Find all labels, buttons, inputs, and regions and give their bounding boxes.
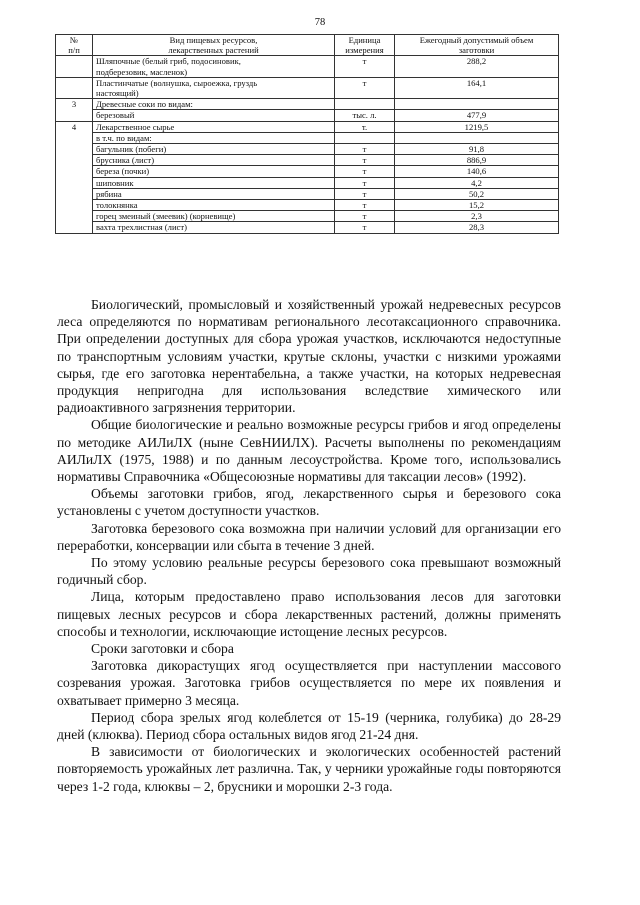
row-unit: т — [335, 222, 395, 233]
resources-table — [55, 34, 559, 234]
paragraph: Общие биологические и реально возможные ресурсы грибов и ягод определены по методике АИЛиЛХ (ныне СевНИИЛХ). Расчеты выполнены по рекомендациям АИЛиЛХ (1975, 1988) и по данным лесоустройства. Кроме того, использовались нормативы Справочника «Общесоюзные нормативы для таксации лесов» (1992). — [57, 417, 561, 485]
row-unit: т — [335, 200, 395, 211]
row-name: Древесные соки по видам: — [93, 99, 335, 110]
row-name: березовый — [93, 110, 335, 121]
header-resource-type: Вид пищевых ресурсов, лекарственных растений — [93, 35, 335, 56]
row-value: 2,3 — [395, 211, 559, 222]
row-num — [56, 77, 93, 98]
row-value: 50,2 — [395, 188, 559, 199]
row-unit: т — [335, 77, 395, 98]
row-name: горец змеиный (змеевик) (корневище) — [93, 211, 335, 222]
row-name: брусника (лист) — [93, 155, 335, 166]
row-name: Лекарственное сырье — [93, 121, 335, 132]
row-unit: т — [335, 56, 395, 77]
table-row — [56, 99, 559, 110]
row-value: 1219,5 — [395, 121, 559, 132]
row-value: 164,1 — [395, 77, 559, 98]
row-value — [395, 99, 559, 110]
page-number: 78 — [314, 17, 326, 28]
row-value: 288,2 — [395, 56, 559, 77]
row-unit: т — [335, 177, 395, 188]
row-unit: т. — [335, 121, 395, 132]
row-value: 91,8 — [395, 144, 559, 155]
row-unit — [335, 132, 395, 143]
paragraph: Период сбора зрелых ягод колеблется от 15-19 (черника, голубика) до 28-29 дней (клюква). Период сбора остальных видов ягод 21-24 дня. — [57, 709, 561, 743]
row-unit: т — [335, 211, 395, 222]
paragraph: Заготовка дикорастущих ягод осуществляется при наступлении массового созревания урожая. Заготовка грибов осуществляется по мере их появления и охватывает примерно 3 месяца. — [57, 658, 561, 708]
table-header-row — [56, 35, 559, 56]
header-unit: Единица измерения — [335, 35, 395, 56]
table-row — [56, 211, 559, 222]
row-unit: т — [335, 166, 395, 177]
row-unit: т — [335, 144, 395, 155]
row-value: 140,6 — [395, 166, 559, 177]
row-name: толокнянка — [93, 200, 335, 211]
table-row — [56, 166, 559, 177]
table-row — [56, 56, 559, 77]
row-unit: т — [335, 155, 395, 166]
row-value: 4,2 — [395, 177, 559, 188]
row-name: Пластинчатые (волнушка, сыроежка, груздь настоящий) — [93, 77, 335, 98]
table-row — [56, 110, 559, 121]
row-value: 886,9 — [395, 155, 559, 166]
table-row — [56, 121, 559, 132]
paragraph: Объемы заготовки грибов, ягод, лекарственного сырья и березового сока установлены с учетом доступности участков. — [57, 486, 561, 519]
row-num: 4 — [56, 121, 93, 233]
row-unit: т — [335, 188, 395, 199]
header-annual-volume: Ежегодный допустимый объем заготовки — [395, 35, 559, 56]
row-num — [56, 56, 93, 77]
table-row — [56, 144, 559, 155]
paragraph: Заготовка березового сока возможна при наличии условий для организации его переработки, консервации или сбыта в течение 3 дней. — [57, 520, 561, 553]
row-name: багульник (побеги) — [93, 144, 335, 155]
row-name: вахта трехлистная (лист) — [93, 222, 335, 233]
table-row — [56, 200, 559, 211]
section-subheading: Сроки заготовки и сбора — [91, 641, 234, 657]
paragraph: В зависимости от биологических и экологических особенностей растений повторяемость урожайных лет различна. Так, у черники урожайные годы повторяются через 1-2 года, клюквы – 2, брусники и морошки 2-3 года. — [57, 744, 561, 794]
table-row — [56, 77, 559, 98]
row-name: шиповник — [93, 177, 335, 188]
paragraph: По этому условию реальные ресурсы березового сока превышают возможный годичный сбор. — [57, 555, 561, 588]
row-name: в т.ч. по видам: — [93, 132, 335, 143]
paragraph: Лица, которым предоставлено право использования лесов для заготовки пищевых лесных ресурсов и сбора лекарственных растений, должны применять способы и технологии, исключающие истощение лесных ресурсов. — [57, 589, 561, 639]
table-row — [56, 155, 559, 166]
body-text — [57, 296, 561, 795]
table-row — [56, 188, 559, 199]
header-num: № п/п — [56, 35, 93, 56]
row-num: 3 — [56, 99, 93, 121]
table-row — [56, 222, 559, 233]
row-value: 477,9 — [395, 110, 559, 121]
row-value: 28,3 — [395, 222, 559, 233]
row-unit — [335, 99, 395, 110]
table-row — [56, 177, 559, 188]
row-name: береза (почки) — [93, 166, 335, 177]
row-value — [395, 132, 559, 143]
row-name: рябина — [93, 188, 335, 199]
paragraph: Биологический, промысловый и хозяйственный урожай недревесных ресурсов леса определяются по нормативам регионального лесотаксационного справочника. При определении доступных для сбора урожая участков, исключаются недоступные по транспортным условиям участки, крутые склоны, участки с низкими урожаями сырья, где его заготовка нерентабельна, а также участки, на которых недревесная продукция непригодна для использования вследствие химического или радиоактивного загрязнения территории. — [57, 297, 561, 416]
row-unit: тыс. л. — [335, 110, 395, 121]
table-row — [56, 132, 559, 143]
row-value: 15,2 — [395, 200, 559, 211]
row-name: Шляпочные (белый гриб, подосиновик, подберезовик, масленок) — [93, 56, 335, 77]
